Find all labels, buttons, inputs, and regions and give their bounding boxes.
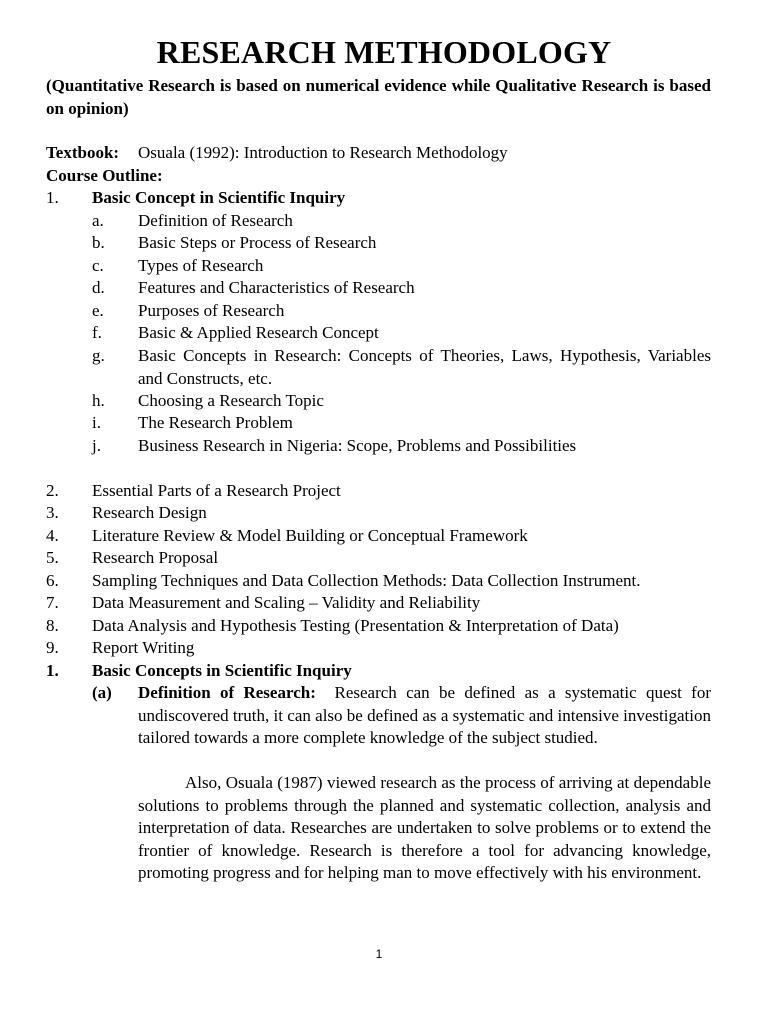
subitem-letter: c. xyxy=(92,256,104,275)
subitem-letter: b. xyxy=(92,233,105,252)
outline-item-number: 8. xyxy=(46,616,59,635)
subitem-letter: e. xyxy=(92,301,104,320)
subitem-letter: i. xyxy=(92,413,101,432)
outline-item-text: Report Writing xyxy=(92,638,195,657)
subitem-text: Choosing a Research Topic xyxy=(138,391,324,410)
subitem-text: Definition of Research xyxy=(138,211,293,230)
subitem-letter: f. xyxy=(92,323,102,342)
page-title: RESEARCH METHODOLOGY xyxy=(156,34,612,70)
outline-item-text: Sampling Techniques and Data Collection Methods: Data Collection Instrument. xyxy=(92,571,641,590)
outline-item-number: 6. xyxy=(46,571,59,590)
definition-paragraph xyxy=(138,682,711,750)
outline-item-text: Research Proposal xyxy=(92,548,219,567)
osuala-paragraph: Also, Osuala (1987) viewed research as the process of arriving at dependable solutions to problems through the planned and systematic collection, analysis and interpretation of data. Researches are undertaken to solve problems or to extend the frontier of knowledge. Research is therefore a tool for advancing knowledge, promoting progress and for helping man to move effectively with his environment. xyxy=(138,773,711,882)
outline-item-number: 9. xyxy=(46,638,59,657)
textbook-value: Osuala (1992): Introduction to Research Methodology xyxy=(138,143,508,162)
outline-item-number: 1. xyxy=(46,188,59,207)
course-outline-label: Course Outline: xyxy=(46,166,163,185)
section-number: 1. xyxy=(46,661,59,680)
outline-item-text: Data Analysis and Hypothesis Testing (Presentation & Interpretation of Data) xyxy=(92,616,619,635)
outline-item-number: 2. xyxy=(46,481,59,500)
outline-item-text: Research Design xyxy=(92,503,207,522)
subitem-letter: h. xyxy=(92,391,105,410)
section-title: Basic Concepts in Scientific Inquiry xyxy=(92,661,352,680)
outline-item-number: 3. xyxy=(46,503,59,522)
subitem-letter: d. xyxy=(92,278,105,297)
subtitle: (Quantitative Research is based on numerical evidence while Qualitative Research is based on opinion) xyxy=(46,76,711,118)
subitem-text: Types of Research xyxy=(138,256,264,275)
subitem-text: The Research Problem xyxy=(138,413,293,432)
outline-item-number: 7. xyxy=(46,593,59,612)
subitem-text: Basic Concepts in Research: Concepts of Theories, Laws, Hypothesis, Variables and Constructs, etc. xyxy=(138,346,711,388)
outline-item-number: 5. xyxy=(46,548,59,567)
outline-item-text: Essential Parts of a Research Project xyxy=(92,481,341,500)
subitem-text: Purposes of Research xyxy=(138,301,285,320)
subitem-text: Basic & Applied Research Concept xyxy=(138,323,379,342)
subsection-label: (a) xyxy=(92,683,112,702)
subitem-text: Business Research in Nigeria: Scope, Problems and Possibilities xyxy=(138,436,577,455)
subitem-text: Features and Characteristics of Research xyxy=(138,278,415,297)
outline-item-text: Data Measurement and Scaling – Validity and Reliability xyxy=(92,593,481,612)
outline-item-label: Basic Concept in Scientific Inquiry xyxy=(92,188,346,207)
textbook-label: Textbook: xyxy=(46,143,120,162)
definition-text: Research can be defined as a systematic quest for undiscovered truth, it can also be defined as a systematic and intensive investigation tailored towards a more complete knowledge of the subject studied. xyxy=(138,683,711,747)
subitem-letter: g. xyxy=(92,346,105,365)
page-number: 1 xyxy=(375,947,383,961)
outline-item-text: Literature Review & Model Building or Conceptual Framework xyxy=(92,526,528,545)
definition-lead: Definition of Research: xyxy=(138,683,316,702)
subitem-letter: j. xyxy=(92,436,101,455)
subitem-letter: a. xyxy=(92,211,104,230)
subitem-text: Basic Steps or Process of Research xyxy=(138,233,377,252)
outline-item-number: 4. xyxy=(46,526,59,545)
